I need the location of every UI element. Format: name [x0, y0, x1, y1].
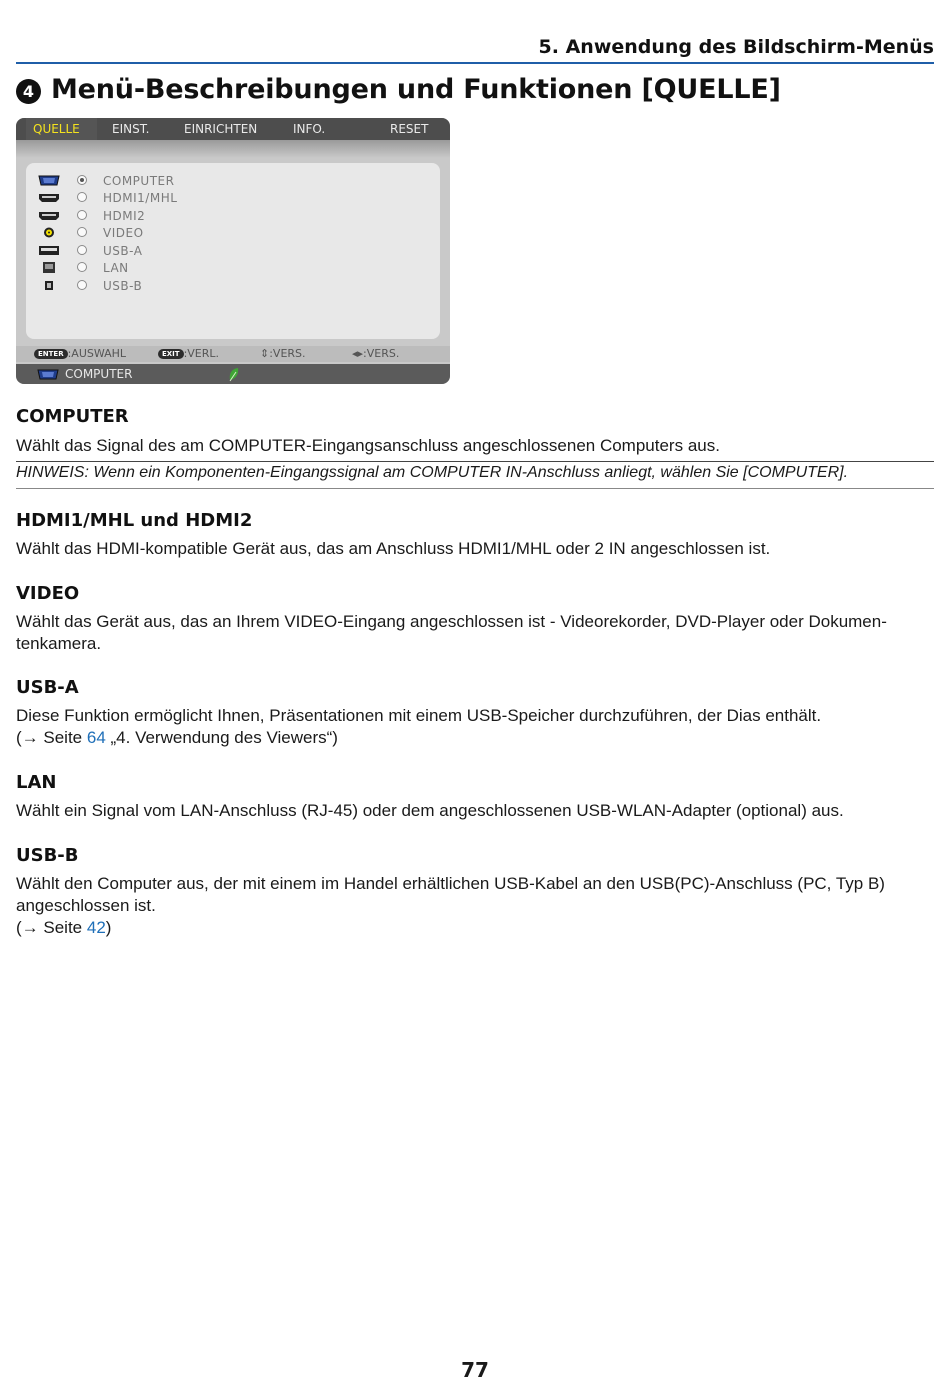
- source-radio-lan[interactable]: [77, 262, 87, 272]
- vga-connector-icon: [38, 175, 60, 186]
- ref-prefix: (→ Seite: [16, 728, 87, 747]
- text-usb-a: [16, 705, 936, 749]
- updown-key-label: :VERS.: [269, 347, 306, 360]
- updown-arrow-icon: ⇕: [260, 347, 270, 360]
- exit-key-hint: [158, 346, 219, 362]
- source-radio-usb-a[interactable]: [77, 245, 87, 255]
- ref-suffix: ): [105, 918, 112, 937]
- tab-info[interactable]: INFO.: [293, 122, 326, 136]
- source-item-usb-b[interactable]: [26, 278, 326, 294]
- usb-b-connector-icon: [38, 280, 60, 291]
- osd-status-bar: [16, 364, 450, 384]
- source-radio-hdmi2[interactable]: [77, 210, 87, 220]
- text-computer: Wählt das Signal des am COMPUTER-Eingangsanschluss angeschlossenen Computers aus.: [16, 436, 720, 455]
- page-link-42[interactable]: 42: [86, 918, 106, 937]
- ref-suffix: „4. Verwendung des Viewers“): [105, 728, 338, 747]
- hdmi-connector-icon: [38, 210, 60, 221]
- source-label: HDMI2: [103, 209, 146, 223]
- heading-computer: COMPUTER: [16, 406, 129, 427]
- enter-key-label: :AUSWAHL: [67, 347, 127, 360]
- lan-connector-icon: [38, 262, 60, 273]
- source-radio-hdmi1[interactable]: [77, 192, 87, 202]
- reference-usb-b: [16, 917, 936, 939]
- source-label: USB-B: [103, 279, 143, 293]
- tab-reset[interactable]: RESET: [390, 122, 429, 136]
- note-box: [16, 461, 934, 489]
- enter-key-hint: [34, 346, 126, 362]
- source-label: VIDEO: [103, 226, 144, 240]
- osd-source-panel: [26, 163, 440, 339]
- page-number: 77: [461, 1358, 489, 1382]
- text-hdmi: Wählt das HDMI-kompatible Gerät aus, das am Anschluss HDMI1/MHL oder 2 IN angeschlossen ist.: [16, 539, 771, 558]
- source-radio-computer[interactable]: [77, 175, 87, 185]
- chapter-divider: [16, 62, 934, 64]
- heading-video: VIDEO: [16, 583, 80, 604]
- chapter-title: 5. Anwendung des Bildschirm-Menüs: [538, 36, 934, 58]
- section-number-badge: 4: [16, 79, 41, 104]
- reference-usb-a: [16, 727, 936, 749]
- hdmi-connector-icon: [38, 192, 60, 203]
- source-label: COMPUTER: [103, 174, 175, 188]
- enter-key: ENTER: [34, 349, 68, 359]
- text-lan: Wählt ein Signal vom LAN-Anschluss (RJ-45) oder dem angeschlossenen USB-WLAN-Adapter (optional) aus.: [16, 801, 844, 820]
- eco-leaf-icon: [228, 367, 240, 382]
- usb-a-connector-icon: [38, 245, 60, 256]
- text-usb-b: [16, 873, 936, 939]
- tab-einst[interactable]: EINST.: [112, 122, 150, 136]
- source-item-computer[interactable]: [26, 173, 326, 189]
- text-usb-b-line1: Wählt den Computer aus, der mit einem im Handel erhältlichen USB-Kabel an den USB(PC)-Anschluss (PC, Typ B): [16, 874, 885, 893]
- osd-tab-shadow: [16, 140, 450, 158]
- source-item-usb-a[interactable]: [26, 243, 326, 259]
- source-label: HDMI1/MHL: [103, 191, 178, 205]
- source-item-video[interactable]: [26, 225, 326, 241]
- leftright-arrow-icon: ◂▸: [352, 347, 364, 360]
- osd-tab-bar: [16, 118, 450, 140]
- source-label: USB-A: [103, 244, 143, 258]
- page-link-64[interactable]: 64: [86, 728, 106, 747]
- updown-key-hint: [260, 346, 306, 362]
- tab-einrichten[interactable]: EINRICHTEN: [184, 122, 258, 136]
- heading-usb-a: USB-A: [16, 677, 79, 698]
- heading-lan: LAN: [16, 772, 57, 793]
- text-video: [16, 611, 936, 655]
- source-radio-video[interactable]: [77, 227, 87, 237]
- rca-video-icon: [38, 227, 60, 238]
- text-video-line2: tenkamera.: [16, 634, 102, 653]
- vga-connector-icon: [37, 369, 59, 380]
- source-label: LAN: [103, 261, 129, 275]
- source-radio-usb-b[interactable]: [77, 280, 87, 290]
- exit-key-label: :VERL.: [183, 347, 220, 360]
- text-video-line1: Wählt das Gerät aus, das an Ihrem VIDEO-Eingang angeschlossen ist - Videorekorder, DVD-Player oder Dokumen-: [16, 612, 887, 631]
- osd-menu-screenshot: [16, 118, 450, 384]
- osd-key-guide: [16, 346, 450, 362]
- heading-usb-b: USB-B: [16, 845, 79, 866]
- text-usb-a-line: Diese Funktion ermöglicht Ihnen, Präsentationen mit einem USB-Speicher durchzuführen, der Dias enthält.: [16, 706, 822, 725]
- note-text: HINWEIS: Wenn ein Komponenten-Eingangssignal am COMPUTER IN-Anschluss anliegt, wählen Sie [COMPUTER].: [16, 464, 849, 481]
- exit-key: EXIT: [158, 349, 184, 359]
- section-title: Menü-Beschreibungen und Funktionen [QUELLE]: [51, 74, 781, 105]
- current-source-label: COMPUTER: [65, 367, 133, 381]
- page-title: [16, 74, 781, 105]
- text-usb-b-line2: angeschlossen ist.: [16, 896, 156, 915]
- source-item-hdmi1[interactable]: [26, 190, 326, 206]
- source-item-hdmi2[interactable]: [26, 208, 326, 224]
- leftright-key-hint: [352, 346, 399, 362]
- ref-prefix: (→ Seite: [16, 918, 87, 937]
- tab-quelle[interactable]: QUELLE: [26, 118, 97, 140]
- heading-hdmi: HDMI1/MHL und HDMI2: [16, 510, 253, 531]
- leftright-key-label: :VERS.: [363, 347, 400, 360]
- source-item-lan[interactable]: [26, 260, 326, 276]
